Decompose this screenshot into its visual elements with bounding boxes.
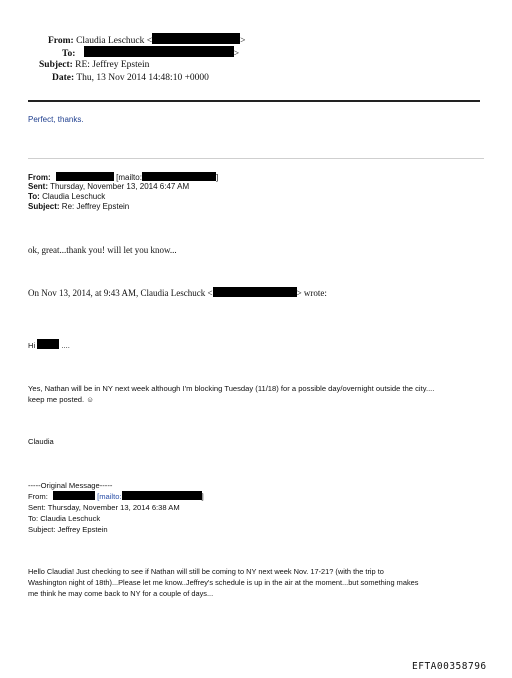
quote-intro-line bbox=[28, 287, 327, 298]
date-label: Date: bbox=[52, 73, 75, 83]
original-from-line bbox=[28, 491, 204, 502]
greeting-tail: .... bbox=[61, 341, 70, 350]
subject-label: Subject: bbox=[39, 60, 73, 70]
original-subject: Subject: Jeffrey Epstein bbox=[28, 525, 108, 534]
redaction-box bbox=[152, 33, 240, 44]
msg3-body-line2: keep me posted. ☺ bbox=[28, 395, 95, 404]
msg3-body-line1: Yes, Nathan will be in NY next week although I'm blocking Tuesday (11/18) for a possible day/overnight outside the city.... bbox=[28, 384, 435, 393]
quote-prefix: On Nov 13, 2014, at 9:43 AM, Claudia Leschuck < bbox=[28, 288, 213, 298]
redaction-box bbox=[56, 172, 114, 181]
msg2-sent-value: Thursday, November 13, 2014 6:47 AM bbox=[50, 182, 190, 191]
msg2-sent-label: Sent: bbox=[28, 182, 48, 191]
msg3-greeting bbox=[28, 339, 70, 351]
msg2-subject-line bbox=[28, 202, 129, 212]
reply-text: Perfect, thanks. bbox=[28, 115, 84, 124]
msg2-subject-value: Re: Jeffrey Epstein bbox=[61, 202, 130, 211]
original-body-line3: me think he may come back to NY for a couple of days... bbox=[28, 589, 214, 598]
msg2-from-label: From: bbox=[28, 173, 51, 182]
header-divider bbox=[28, 100, 480, 102]
header-subject-line bbox=[39, 59, 149, 72]
to-label: To: bbox=[62, 49, 76, 59]
redaction-box bbox=[142, 172, 219, 182]
original-body-line1: Hello Claudia! Just checking to see if Nathan will still be coming to NY next week Nov. 17-21? (with the trip to bbox=[28, 567, 384, 576]
from-label: From: bbox=[48, 36, 74, 46]
redaction-box bbox=[213, 287, 297, 297]
to-close: > bbox=[233, 49, 240, 59]
original-title: -----Original Message----- bbox=[28, 481, 113, 490]
original-from-label: From: bbox=[28, 492, 48, 501]
msg2-mailto-close: ] bbox=[215, 173, 219, 182]
from-close: > bbox=[240, 36, 246, 46]
date-value: Thu, 13 Nov 2014 14:48:10 +0000 bbox=[76, 73, 209, 83]
subject-value: RE: Jeffrey Epstein bbox=[75, 60, 150, 70]
redaction-box bbox=[84, 46, 234, 57]
redaction-box bbox=[122, 491, 202, 500]
section-divider bbox=[28, 158, 484, 159]
original-mailto-close: ] bbox=[201, 492, 204, 501]
quote-suffix: > wrote: bbox=[296, 288, 327, 298]
redaction-box bbox=[37, 339, 59, 349]
msg2-subject-label: Subject: bbox=[28, 202, 60, 211]
from-value: Claudia Leschuck < bbox=[76, 36, 153, 46]
msg2-mailto: [mailto: bbox=[116, 173, 142, 182]
original-mailto[interactable]: [mailto: bbox=[97, 492, 122, 501]
redaction-box bbox=[53, 491, 95, 500]
original-to: To: Claudia Leschuck bbox=[28, 514, 101, 523]
msg2-to-label: To: bbox=[28, 192, 40, 201]
msg2-to-line bbox=[28, 192, 105, 202]
signature: Claudia bbox=[28, 437, 54, 446]
original-body-line2: Washington night of 18th)...Please let me know..Jeffrey's schedule is up in the air at the moment...but something makes bbox=[28, 578, 419, 587]
msg2-body: ok, great...thank you! will let you know... bbox=[28, 245, 177, 255]
header-date-line bbox=[52, 72, 209, 85]
greeting-hi: Hi bbox=[28, 341, 36, 350]
msg2-sent-line bbox=[28, 182, 189, 192]
msg2-to-value: Claudia Leschuck bbox=[42, 192, 106, 201]
original-sent: Sent: Thursday, November 13, 2014 6:38 AM bbox=[28, 503, 180, 512]
document-id: EFTA00358796 bbox=[412, 661, 487, 672]
